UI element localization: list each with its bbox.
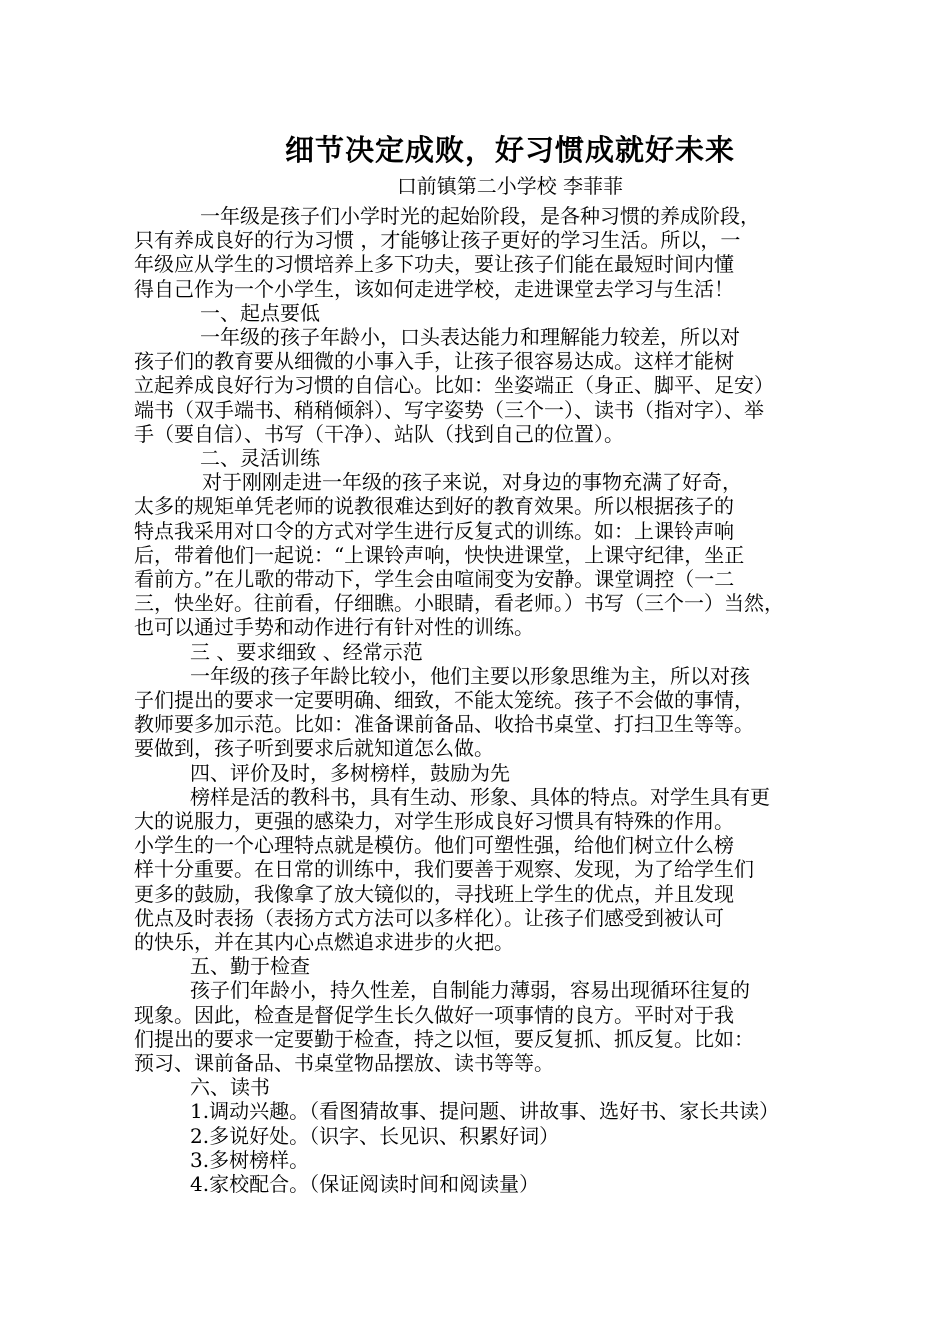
body-line: 们提出的要求一定要勤于检查，持之以恒，要反复抓、抓反复。比如： — [134, 1026, 754, 1051]
body-line: 更多的鼓励，我像拿了放大镜似的，寻找班上学生的优点，并且发现 — [134, 881, 734, 906]
body-line: 后，带着他们一起说：“上课铃声响，快快进课堂，上课守纪律，坐正 — [134, 542, 745, 567]
body-line: 现象。因此，检查是督促学生长久做好一项事情的良方。平时对于我 — [134, 1002, 734, 1027]
body-line: 大的说服力，更强的感染力，对学生形成良好习惯具有特殊的作用。 — [134, 809, 734, 833]
body-line: 3.多树榜样。 — [190, 1147, 310, 1172]
body-line: 要做到，孩子听到要求后就知道怎么做。 — [134, 736, 494, 761]
body-line: 1.调动兴趣。（看图猜故事、提问题、讲故事、选好书、家长共读） — [190, 1099, 780, 1124]
body-line: 端书（双手端书、稍稍倾斜）、写字姿势（三个一）、读书（指对字）、举 — [134, 397, 764, 422]
body-line: 三，快坐好。往前看，仔细瞧。小眼睛，看老师。）书写（三个一）当然， — [134, 591, 784, 616]
body-line: 一年级的孩子年龄比较小，他们主要以形象思维为主，所以对孩 — [190, 663, 750, 688]
author-byline: 口前镇第二小学校 李菲菲 — [396, 174, 624, 198]
body-line: 的快乐，并在其内心点燃追求进步的火把。 — [134, 930, 514, 954]
body-line: 立起养成良好行为习惯的自信心。比如：坐姿端正（身正、脚平、足安） — [134, 373, 774, 398]
body-line: 也可以通过手势和动作进行有针对性的训练。 — [134, 615, 534, 640]
body-line: 四、评价及时，多树榜样，鼓励为先 — [190, 760, 510, 785]
body-line: 样十分重要。在日常的训练中，我们要善于观察、发现，为了给学生们 — [134, 857, 754, 882]
body-line: 年级应从学生的习惯培养上多下功夫，要让孩子们能在最短时间内懂 — [134, 252, 734, 277]
body-line: 一年级是孩子们小学时光的起始阶段，是各种习惯的养成阶段， — [200, 204, 760, 228]
body-line: 一、起点要低 — [200, 300, 320, 325]
body-line: 特点我采用对口令的方式对学生进行反复式的训练。如：上课铃声响 — [134, 518, 734, 543]
body-line: 孩子们年龄小，持久性差，自制能力薄弱，容易出现循环往复的 — [190, 978, 750, 1003]
body-line: 只有养成良好的行为习惯 ，才能够让孩子更好的学习生活。所以，一 — [134, 228, 741, 253]
body-line: 4.家校配合。（保证阅读时间和阅读量） — [190, 1172, 540, 1196]
body-line: 对于刚刚走进一年级的孩子来说，对身边的事物充满了好奇， — [202, 470, 742, 495]
body-line: 一年级的孩子年龄小，口头表达能力和理解能力较差，所以对 — [200, 325, 740, 349]
body-line: 子们提出的要求一定要明确、细致，不能太笼统。孩子不会做的事情， — [134, 688, 754, 712]
body-line: 手（要自信）、书写（干净）、站队（找到自己的位置）。 — [134, 421, 624, 446]
body-line: 六、读书 — [190, 1075, 270, 1100]
document-title: 细节决定成败，好习惯成就好未来 — [284, 133, 735, 167]
body-line: 优点及时表扬（表扬方式方法可以多样化）。让孩子们感受到被认可 — [134, 905, 724, 930]
body-line: 教师要多加示范。比如：准备课前备品、收拾书桌堂、打扫卫生等等。 — [134, 712, 754, 737]
body-line: 2.多说好处。（识字、长见识、积累好词） — [190, 1123, 560, 1148]
body-line: 得自己作为一个小学生，该如何走进学校，走进课堂去学习与生活！ — [134, 276, 734, 301]
body-line: 预习、课前备品、书桌堂物品摆放、读书等等。 — [134, 1051, 554, 1075]
body-line: 小学生的一个心理特点就是模仿。他们可塑性强，给他们树立什么榜 — [134, 833, 734, 858]
body-line: 五、勤于检查 — [190, 954, 310, 979]
body-line: 孩子们的教育要从细微的小事入手，让孩子很容易达成。这样才能树 — [134, 349, 734, 374]
body-line: 看前方。”在儿歌的带动下，学生会由喧闹变为安静。课堂调控（一二 — [134, 567, 735, 591]
body-line: 二、灵活训练 — [200, 446, 320, 470]
body-line: 三 、要求细致 、经常示范 — [190, 639, 423, 664]
body-line: 榜样是活的教科书，具有生动、形象、具体的特点。对学生具有更 — [190, 784, 770, 809]
body-line: 太多的规矩单凭老师的说教很难达到好的教育效果。所以根据孩子的 — [134, 494, 734, 519]
